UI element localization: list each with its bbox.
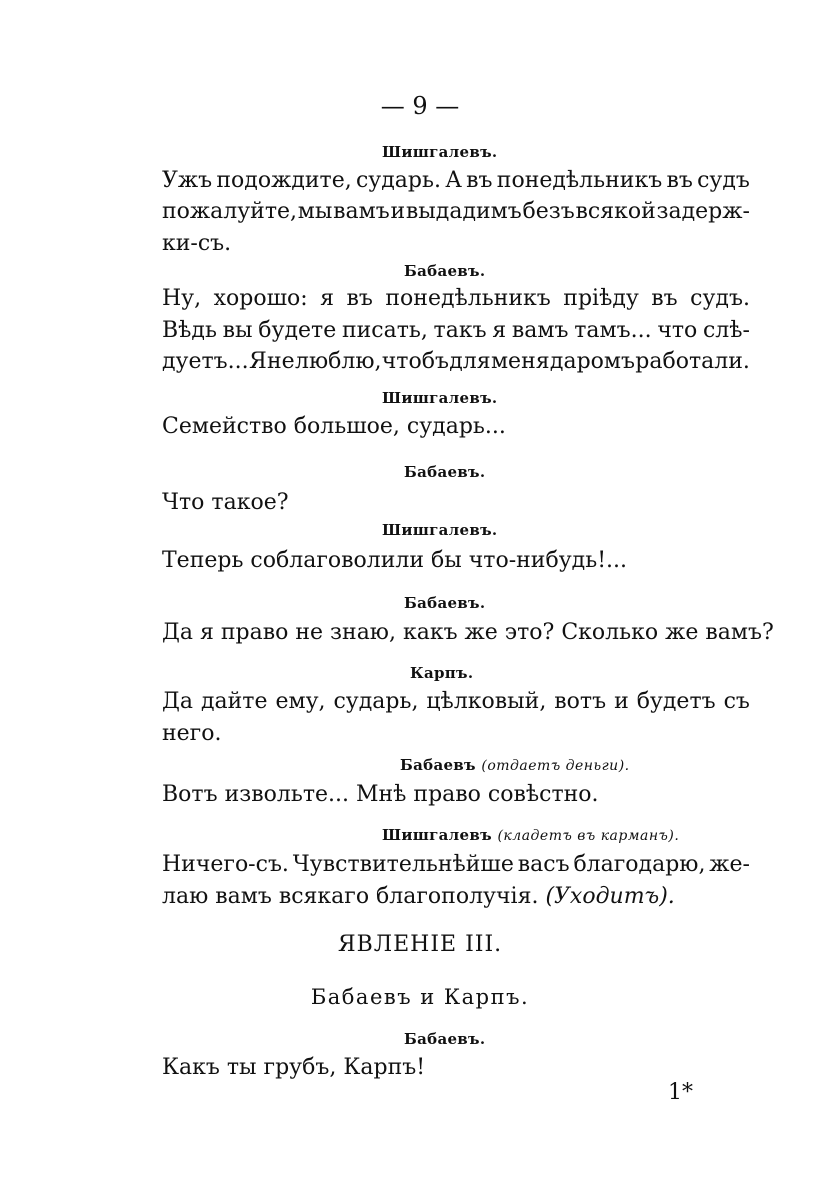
word: слѣ- <box>702 318 750 343</box>
dialogue-line: Какъ ты грубъ, Карпъ! <box>162 1055 426 1080</box>
word: судъ <box>697 168 750 193</box>
word: въ <box>346 286 373 311</box>
word: не <box>267 349 295 374</box>
dialogue-line <box>162 884 675 909</box>
word: вамъ <box>333 199 390 224</box>
word: ему, <box>275 689 326 714</box>
page-number: — 9 — <box>380 92 460 120</box>
word: работали. <box>635 349 750 374</box>
word: васъ <box>517 852 570 877</box>
word: и <box>390 199 406 224</box>
word: Ничего-съ. <box>162 852 289 877</box>
word: всякой <box>575 199 656 224</box>
word: такъ <box>433 318 487 343</box>
word: съ <box>723 689 750 714</box>
word: мы <box>297 199 333 224</box>
word: благодарю, <box>573 852 706 877</box>
word: въ <box>651 286 678 311</box>
word: будетъ <box>636 689 716 714</box>
word: понедѣльникъ <box>496 168 663 193</box>
signature-mark: 1* <box>668 1080 693 1105</box>
word: Я <box>248 349 267 374</box>
word: пріѣду <box>563 286 639 311</box>
word: тамъ... <box>574 318 652 343</box>
word: А <box>445 168 462 193</box>
speaker-label <box>400 756 630 774</box>
word: вы <box>222 318 253 343</box>
dialogue-line: Вотъ извольте... Мнѣ право совѣстно. <box>162 782 599 807</box>
word: выдадимъ <box>405 199 522 224</box>
speaker-label: Шишгалевъ. <box>382 143 498 161</box>
word: и <box>614 689 629 714</box>
cast-line: Бабаевъ и Карпъ. <box>310 985 530 1009</box>
word: чтобъ <box>381 349 449 374</box>
dialogue-line <box>162 689 750 714</box>
word: я <box>320 286 335 311</box>
word: меня <box>490 349 550 374</box>
word: судъ. <box>690 286 750 311</box>
stage-direction: (кладетъ въ карманъ). <box>497 828 680 844</box>
scene-heading: ЯВЛЕНІЕ III. <box>337 932 503 957</box>
word: что <box>657 318 698 343</box>
word: вамъ <box>511 318 569 343</box>
dialogue-line: Да я право не знаю, какъ же это? Сколько же вамъ? <box>162 620 774 645</box>
stage-exit: (Уходитъ). <box>545 884 675 909</box>
word: Чувствительнѣйше <box>292 852 514 877</box>
word: Да <box>162 689 194 714</box>
word: понедѣльникъ <box>385 286 551 311</box>
dialogue-line <box>162 199 750 224</box>
speaker-label: Бабаевъ. <box>404 262 486 280</box>
dialogue-line <box>162 318 750 343</box>
speaker-label: Шишгалевъ. <box>382 521 498 539</box>
word: подождите, <box>216 168 352 193</box>
word: въ <box>666 168 693 193</box>
speaker-name: Шишгалевъ <box>382 826 492 844</box>
word: задерж- <box>656 199 750 224</box>
stage-direction: (отдаетъ деньги). <box>481 758 630 774</box>
word: даромъ <box>549 349 636 374</box>
word: Ну, <box>162 286 202 311</box>
speaker-label: Карпъ. <box>410 664 474 682</box>
speaker-label: Шишгалевъ. <box>382 389 498 407</box>
speaker-name: Бабаевъ <box>400 756 476 774</box>
word: Вѣдь <box>162 318 217 343</box>
word: въ <box>466 168 493 193</box>
dialogue-line: Теперь соблаговолили бы что-нибудь!... <box>162 548 628 573</box>
word: безъ <box>522 199 575 224</box>
dialogue-line <box>162 349 750 374</box>
word: сударь, <box>333 689 419 714</box>
word: хорошо: <box>213 286 308 311</box>
dialogue-line-text: лаю вамъ всякаго благополучія. <box>162 884 539 909</box>
speaker-label: Бабаевъ. <box>404 1030 486 1048</box>
dialogue-line <box>162 286 750 311</box>
word: цѣлковый, <box>426 689 547 714</box>
dialogue-line: Семейство большое, сударь... <box>162 414 506 439</box>
word: вотъ <box>554 689 607 714</box>
word: пожалуйте, <box>162 199 298 224</box>
word: писать, <box>341 318 428 343</box>
dialogue-line: Что такое? <box>162 490 289 515</box>
dialogue-line <box>162 852 750 877</box>
speaker-label: Бабаевъ. <box>404 594 486 612</box>
word: же- <box>709 852 750 877</box>
dialogue-line: него. <box>162 721 222 746</box>
dialogue-line: ки-съ. <box>162 231 232 256</box>
word: будете <box>258 318 337 343</box>
word: дуетъ... <box>162 349 249 374</box>
word: я <box>492 318 507 343</box>
word: Ужъ <box>162 168 213 193</box>
word: сударь. <box>355 168 441 193</box>
speaker-label: Бабаевъ. <box>404 463 486 481</box>
word: для <box>449 349 491 374</box>
dialogue-line <box>162 168 750 193</box>
speaker-label <box>382 826 679 844</box>
word: люблю, <box>294 349 382 374</box>
word: дайте <box>200 689 268 714</box>
